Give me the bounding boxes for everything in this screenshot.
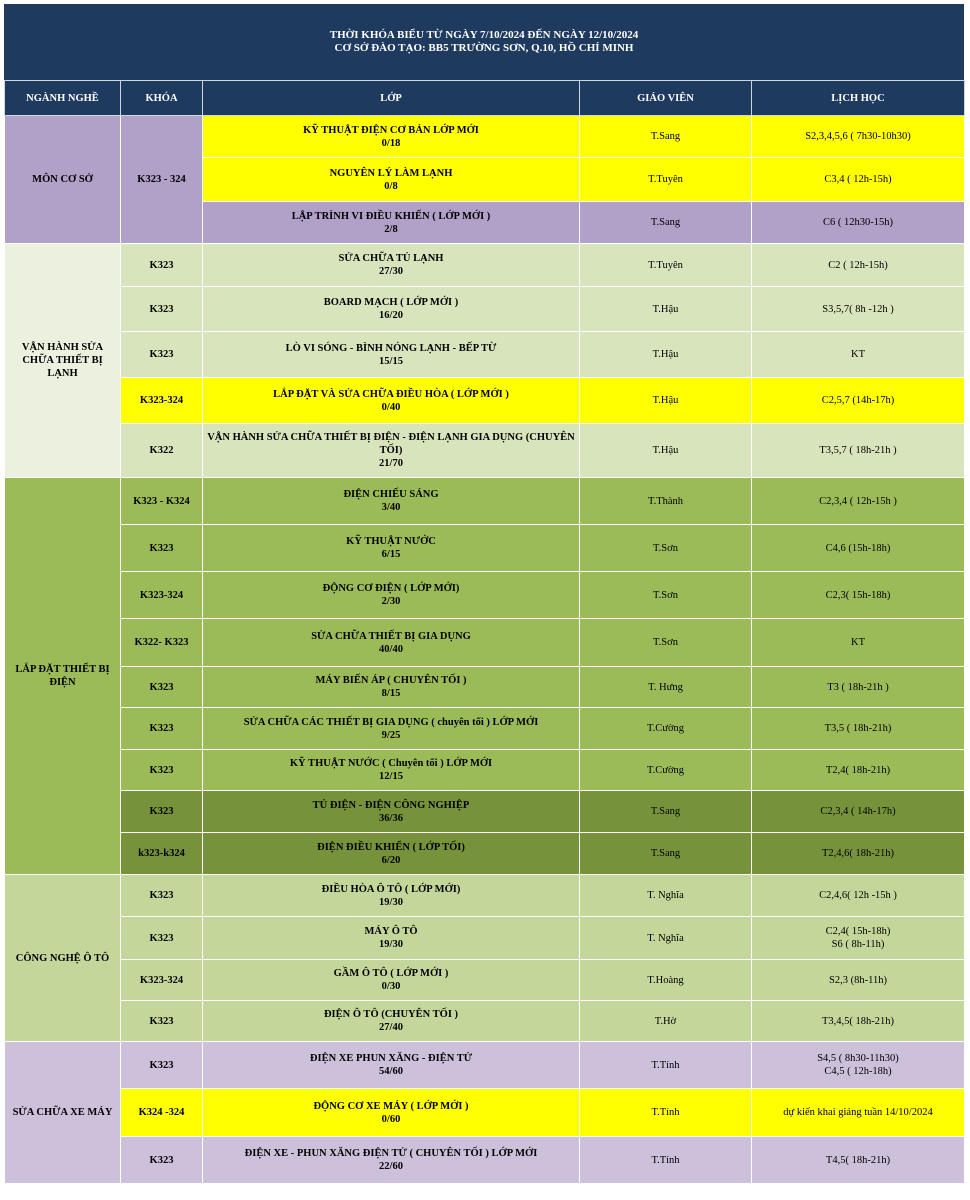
schedule-cell: T3 ( 18h-21h ) bbox=[752, 667, 965, 708]
khoa-cell: K323-324 bbox=[121, 960, 203, 1001]
schedule-cell: S2,3,4,5,6 ( 7h30-10h30) bbox=[752, 116, 965, 158]
teacher-cell: T.Thành bbox=[580, 478, 752, 525]
khoa-cell: K322 bbox=[121, 424, 203, 478]
teacher-cell: T.Tuyên bbox=[580, 244, 752, 287]
teacher-cell: T.Tính bbox=[580, 1137, 752, 1184]
enrollment-count: 19/30 bbox=[379, 896, 403, 908]
class-name: SỬA CHỮA THIẾT BỊ GIA DỤNG bbox=[311, 630, 471, 642]
table-row bbox=[5, 917, 965, 960]
class-name: SỬA CHỮA CÁC THIẾT BỊ GIA DỤNG ( chuyên tối ) LỚP MỚI bbox=[243, 716, 539, 728]
schedule-cell: T3,5 ( 18h-21h) bbox=[752, 708, 965, 750]
lop-cell bbox=[203, 750, 580, 791]
teacher-cell: T.Cường bbox=[580, 708, 752, 750]
lop-cell bbox=[203, 619, 580, 667]
schedule-cell: C2,3( 15h-18h) bbox=[752, 572, 965, 619]
table-row bbox=[5, 619, 965, 667]
khoa-cell: K323 bbox=[121, 708, 203, 750]
table-row bbox=[5, 572, 965, 619]
table-row bbox=[5, 960, 965, 1001]
table-row bbox=[5, 750, 965, 791]
enrollment-count: 9/25 bbox=[381, 729, 401, 741]
enrollment-count: 21/70 bbox=[379, 458, 403, 469]
teacher-cell: T.Hoàng bbox=[580, 960, 752, 1001]
khoa-cell: K323 bbox=[121, 332, 203, 378]
teacher-cell: T.Sang bbox=[580, 202, 752, 244]
lop-cell bbox=[203, 960, 580, 1001]
schedule-location: CƠ SỞ ĐÀO TẠO: BB5 TRƯỜNG SƠN, Q.10, HỒ CHÍ MINH bbox=[334, 42, 634, 54]
khoa-cell: K323 bbox=[121, 791, 203, 833]
enrollment-count: 12/15 bbox=[379, 771, 403, 782]
teacher-cell: T.Hậu bbox=[580, 287, 752, 332]
table-row bbox=[5, 791, 965, 833]
lop-cell bbox=[203, 833, 580, 875]
schedule-line: C4,5 ( 12h-18h) bbox=[824, 1066, 892, 1077]
lop-cell bbox=[203, 1089, 580, 1137]
khoa-cell: K323 bbox=[121, 287, 203, 332]
schedule-cell: C3,4 ( 12h-15h) bbox=[752, 158, 965, 202]
lop-cell bbox=[203, 1137, 580, 1184]
nganh-cell: LẮP ĐẶT THIẾT BỊ ĐIỆN bbox=[5, 478, 121, 875]
schedule-cell: T3,4,5( 18h-21h) bbox=[752, 1001, 965, 1042]
schedule-table bbox=[4, 80, 965, 1184]
table-row bbox=[5, 332, 965, 378]
lop-cell bbox=[203, 1001, 580, 1042]
table-row bbox=[5, 116, 965, 158]
header-row bbox=[5, 81, 965, 116]
schedule-cell bbox=[752, 1042, 965, 1089]
col-header-lop: LỚP bbox=[203, 81, 580, 116]
schedule-cell: C2,4,6( 12h -15h ) bbox=[752, 875, 965, 917]
lop-cell bbox=[203, 378, 580, 424]
teacher-cell: T.Hậu bbox=[580, 424, 752, 478]
khoa-cell: K323 bbox=[121, 750, 203, 791]
khoa-cell: K324 -324 bbox=[121, 1089, 203, 1137]
lop-cell bbox=[203, 1042, 580, 1089]
table-row bbox=[5, 478, 965, 525]
lop-cell bbox=[203, 708, 580, 750]
table-row bbox=[5, 424, 965, 478]
schedule-cell: C2,3,4 ( 14h-17h) bbox=[752, 791, 965, 833]
khoa-cell: K322- K323 bbox=[121, 619, 203, 667]
schedule-cell: dự kiến khai giảng tuần 14/10/2024 bbox=[752, 1089, 965, 1137]
khoa-cell: K323 - K324 bbox=[121, 478, 203, 525]
enrollment-count: 16/20 bbox=[379, 310, 403, 321]
class-name: ĐỘNG CƠ ĐIỆN ( LỚP MỚI) bbox=[322, 583, 460, 594]
schedule-cell: C6 ( 12h30-15h) bbox=[752, 202, 965, 244]
class-name: MÁY Ô TÔ bbox=[364, 926, 418, 937]
teacher-cell: T.Tuyên bbox=[580, 158, 752, 202]
teacher-cell: T.Sơn bbox=[580, 572, 752, 619]
khoa-cell: K323-324 bbox=[121, 378, 203, 424]
table-row bbox=[5, 875, 965, 917]
lop-cell bbox=[203, 525, 580, 572]
khoa-cell: K323-324 bbox=[121, 572, 203, 619]
schedule-cell: C2,3,4 ( 12h-15h ) bbox=[752, 478, 965, 525]
class-name: ĐIỆN CHIẾU SÁNG bbox=[343, 489, 439, 500]
lop-cell bbox=[203, 202, 580, 244]
khoa-cell: K323 bbox=[121, 1001, 203, 1042]
teacher-cell: T. Nghĩa bbox=[580, 875, 752, 917]
lop-cell bbox=[203, 791, 580, 833]
enrollment-count: 0/40 bbox=[381, 401, 401, 413]
table-row bbox=[5, 378, 965, 424]
enrollment-count: 36/36 bbox=[379, 812, 403, 824]
table-row bbox=[5, 833, 965, 875]
khoa-cell: K323 bbox=[121, 875, 203, 917]
enrollment-count: 6/20 bbox=[381, 854, 401, 866]
teacher-cell: T.Hậu bbox=[580, 378, 752, 424]
enrollment-count: 22/60 bbox=[379, 1161, 403, 1172]
lop-cell bbox=[203, 287, 580, 332]
class-name: MÁY BIẾN ÁP ( CHUYÊN TỐI ) bbox=[315, 675, 467, 686]
class-name: ĐIỆN XE - PHUN XĂNG ĐIỆN TỬ ( CHUYÊN TỐI ) LỚP MỚI bbox=[244, 1148, 538, 1159]
teacher-cell: T.Tính bbox=[580, 1042, 752, 1089]
teacher-cell: T.Sang bbox=[580, 791, 752, 833]
col-header-nganh: NGÀNH NGHỀ bbox=[5, 81, 121, 116]
enrollment-count: 2/8 bbox=[384, 223, 398, 235]
teacher-cell: T. Nghĩa bbox=[580, 917, 752, 960]
class-name: NGUYÊN LÝ LÀM LẠNH bbox=[329, 167, 453, 179]
table-row bbox=[5, 1042, 965, 1089]
class-name: SỬA CHỮA TỦ LẠNH bbox=[338, 253, 444, 264]
class-name: KỸ THUẬT NƯỚC ( Chuyên tối ) LỚP MỚI bbox=[289, 758, 493, 769]
khoa-cell: K323 bbox=[121, 917, 203, 960]
schedule-cell: T2,4( 18h-21h) bbox=[752, 750, 965, 791]
enrollment-count: 15/15 bbox=[379, 355, 403, 367]
lop-cell bbox=[203, 478, 580, 525]
enrollment-count: 0/8 bbox=[384, 180, 398, 192]
class-name: KỸ THUẬT NƯỚC bbox=[346, 536, 436, 547]
table-row bbox=[5, 1137, 965, 1184]
enrollment-count: 0/60 bbox=[381, 1113, 401, 1125]
lop-cell bbox=[203, 424, 580, 478]
schedule-line: S6 ( 8h-11h) bbox=[831, 939, 885, 950]
class-name: ĐIỆN Ô TÔ (CHUYÊN TỐI ) bbox=[323, 1009, 459, 1020]
enrollment-count: 8/15 bbox=[381, 688, 401, 699]
enrollment-count: 19/30 bbox=[379, 939, 403, 950]
table-row bbox=[5, 525, 965, 572]
khoa-cell: K323 bbox=[121, 1042, 203, 1089]
nganh-cell: CÔNG NGHỆ Ô TÔ bbox=[5, 875, 121, 1042]
class-name: ĐIỆN XE PHUN XĂNG - ĐIỆN TỬ bbox=[309, 1053, 473, 1064]
lop-cell bbox=[203, 116, 580, 158]
class-name: BOARD MẠCH ( LỚP MỚI ) bbox=[323, 297, 459, 308]
teacher-cell: T.Sang bbox=[580, 833, 752, 875]
teacher-cell: T.Tính bbox=[580, 1089, 752, 1137]
lop-cell bbox=[203, 572, 580, 619]
teacher-cell: T. Hưng bbox=[580, 667, 752, 708]
schedule-cell: KT bbox=[752, 619, 965, 667]
enrollment-count: 27/30 bbox=[379, 266, 403, 277]
table-row bbox=[5, 244, 965, 287]
class-name: VẬN HÀNH SỬA CHỮA THIẾT BỊ ĐIỆN - ĐIỆN LẠNH GIA DỤNG (CHUYÊN TỐI) bbox=[207, 432, 575, 456]
enrollment-count: 3/40 bbox=[381, 502, 401, 513]
schedule-title: THỜI KHÓA BIỂU TỪ NGÀY 7/10/2024 ĐẾN NGÀY 12/10/2024 bbox=[329, 29, 639, 41]
lop-cell bbox=[203, 875, 580, 917]
schedule-cell: S3,5,7( 8h -12h ) bbox=[752, 287, 965, 332]
khoa-cell: K323 bbox=[121, 667, 203, 708]
table-row bbox=[5, 287, 965, 332]
khoa-cell: K323 bbox=[121, 525, 203, 572]
class-name: ĐIỀU HÒA Ô TÔ ( LỚP MỚI) bbox=[321, 883, 461, 895]
khoa-cell: K323 bbox=[121, 244, 203, 287]
class-name: LẬP TRÌNH VI ĐIỀU KHIỂN ( LỚP MỚI ) bbox=[291, 210, 491, 222]
nganh-cell: SỬA CHỮA XE MÁY bbox=[5, 1042, 121, 1184]
enrollment-count: 40/40 bbox=[379, 643, 403, 655]
schedule-line: C2,4( 15h-18h) bbox=[825, 926, 891, 937]
enrollment-count: 0/30 bbox=[381, 981, 401, 992]
col-header-giaovien: GIÁO VIÊN bbox=[580, 81, 752, 116]
class-name: ĐỘNG CƠ XE MÁY ( LỚP MỚI ) bbox=[313, 1100, 469, 1112]
enrollment-count: 6/15 bbox=[381, 549, 401, 560]
lop-cell bbox=[203, 158, 580, 202]
schedule-cell: T3,5,7 ( 18h-21h ) bbox=[752, 424, 965, 478]
teacher-cell: T.Hờ bbox=[580, 1001, 752, 1042]
nganh-cell: VẬN HÀNH SỬA CHỮA THIẾT BỊ LẠNH bbox=[5, 244, 121, 478]
schedule-line: S4,5 ( 8h30-11h30) bbox=[817, 1053, 899, 1064]
class-name: GẦM Ô TÔ ( LỚP MỚI ) bbox=[333, 968, 449, 979]
class-name: LẮP ĐẶT VÀ SỬA CHỮA ĐIỀU HÒA ( LỚP MỚI ) bbox=[273, 388, 509, 400]
enrollment-count: 2/30 bbox=[381, 596, 401, 607]
khoa-cell: k323-k324 bbox=[121, 833, 203, 875]
table-row bbox=[5, 708, 965, 750]
teacher-cell: T.Hậu bbox=[580, 332, 752, 378]
lop-cell bbox=[203, 244, 580, 287]
schedule-title-bar bbox=[4, 4, 964, 82]
schedule-cell: T2,4,6( 18h-21h) bbox=[752, 833, 965, 875]
enrollment-count: 27/40 bbox=[379, 1022, 403, 1033]
teacher-cell: T.Sơn bbox=[580, 525, 752, 572]
lop-cell bbox=[203, 917, 580, 960]
schedule-cell: C4,6 (15h-18h) bbox=[752, 525, 965, 572]
class-name: KỸ THUẬT ĐIỆN CƠ BẢN LỚP MỚI bbox=[303, 124, 479, 136]
col-header-khoa: KHÓA bbox=[121, 81, 203, 116]
table-row bbox=[5, 1001, 965, 1042]
lop-cell bbox=[203, 332, 580, 378]
nganh-cell: MÔN CƠ SỞ bbox=[5, 116, 121, 244]
khoa-cell: K323 - 324 bbox=[121, 116, 203, 244]
col-header-lichhoc: LỊCH HỌC bbox=[752, 81, 965, 116]
schedule-cell bbox=[752, 917, 965, 960]
khoa-cell: K323 bbox=[121, 1137, 203, 1184]
schedule-cell: C2,5,7 (14h-17h) bbox=[752, 378, 965, 424]
lop-cell bbox=[203, 667, 580, 708]
table-row bbox=[5, 1089, 965, 1137]
schedule-cell: S2,3 (8h-11h) bbox=[752, 960, 965, 1001]
schedule-cell: C2 ( 12h-15h) bbox=[752, 244, 965, 287]
class-name: ĐIỆN ĐIỀU KHIỂN ( LỚP TỐI) bbox=[317, 841, 465, 853]
table-row bbox=[5, 667, 965, 708]
class-name: LÒ VI SÓNG - BÌNH NÓNG LẠNH - BẾP TỪ bbox=[285, 342, 497, 354]
class-name: TỦ ĐIỆN - ĐIỆN CÔNG NGHIỆP bbox=[312, 799, 470, 811]
teacher-cell: T.Sơn bbox=[580, 619, 752, 667]
teacher-cell: T.Cường bbox=[580, 750, 752, 791]
enrollment-count: 54/60 bbox=[379, 1066, 403, 1077]
schedule-cell: KT bbox=[752, 332, 965, 378]
enrollment-count: 0/18 bbox=[381, 137, 401, 149]
teacher-cell: T.Sang bbox=[580, 116, 752, 158]
schedule-cell: T4,5( 18h-21h) bbox=[752, 1137, 965, 1184]
